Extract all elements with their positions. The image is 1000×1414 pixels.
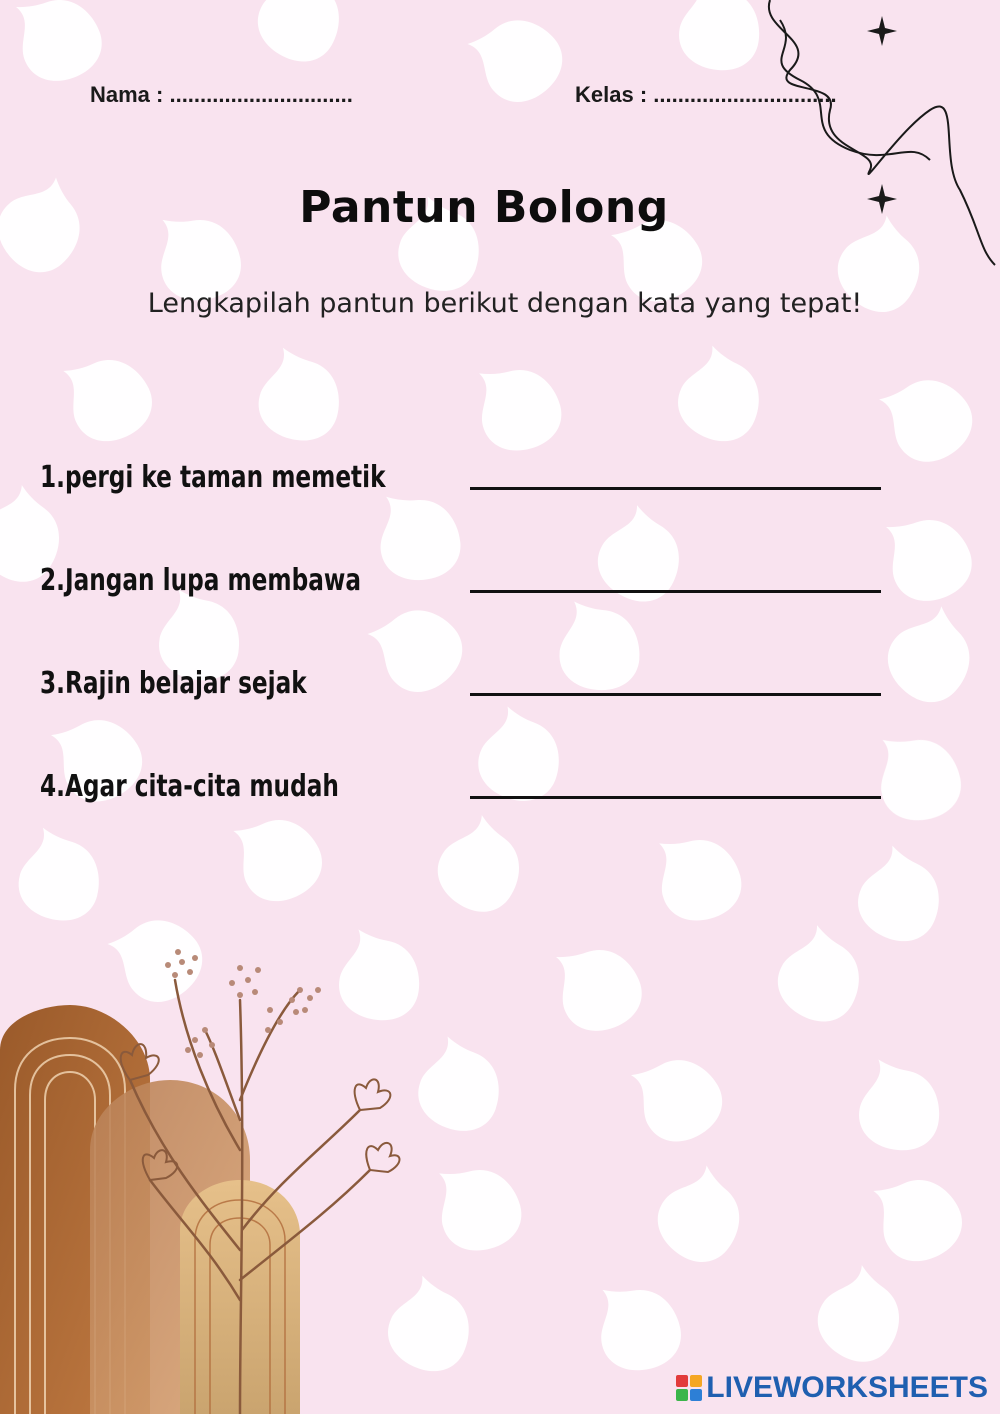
question-2: 2.Jangan lupa membawa (40, 563, 361, 598)
brand-text: LIVEWORKSHEETS (706, 1371, 988, 1404)
answer-line-3[interactable] (470, 693, 881, 696)
answer-line-1[interactable] (470, 487, 881, 490)
class-field[interactable]: Kelas : .............................. (575, 82, 837, 107)
answer-line-2[interactable] (470, 590, 881, 593)
page-title: Pantun Bolong (299, 182, 669, 233)
question-1: 1.pergi ke taman memetik (40, 460, 386, 495)
question-4: 4.Agar cita-cita mudah (40, 769, 339, 804)
question-3: 3.Rajin belajar sejak (40, 666, 307, 701)
instruction-text: Lengkapilah pantun berikut dengan kata yang tepat! (147, 288, 863, 319)
name-field[interactable]: Nama : .............................. (90, 82, 353, 107)
liveworksheets-logo-icon (676, 1375, 702, 1401)
answer-line-4[interactable] (470, 796, 881, 799)
liveworksheets-brand (676, 1370, 988, 1406)
